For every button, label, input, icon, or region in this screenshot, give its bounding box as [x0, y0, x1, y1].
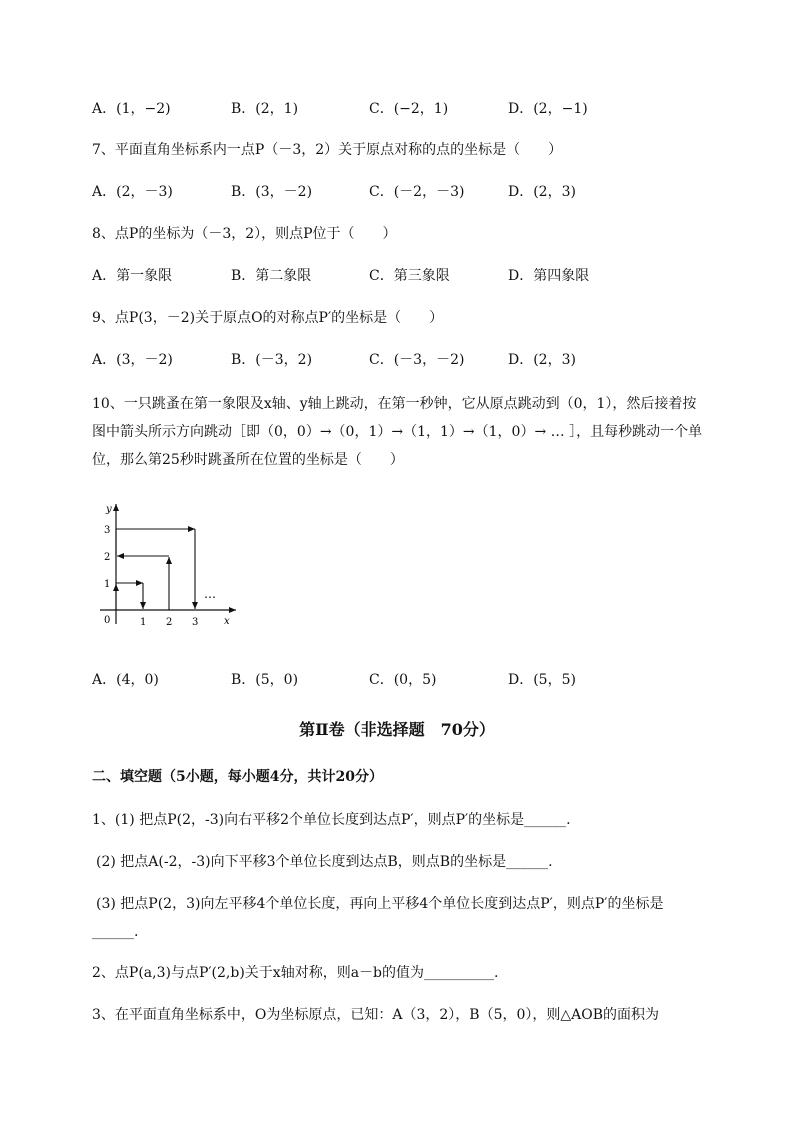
q10-stem-line-2: 图中箭头所示方向跳动［即（0，0）→（0，1）→（1，1）→（1，0）→ … ］，且每秒跳动一个单: [92, 424, 703, 440]
q9-option-b: B．(－3，2): [231, 352, 313, 368]
q10-stem-line-1: 10、一只跳蚤在第一象限及x轴、y轴上跳动，在第一秒钟，它从原点跳动到（0，1），然后接着按: [92, 396, 697, 412]
q9-option-a: A．(3，－2): [92, 352, 173, 368]
x-tick-2: 2: [166, 617, 173, 628]
q10-option-c: C．(0，5): [369, 672, 437, 688]
q10-option-a: A．(4，0): [92, 672, 159, 688]
q6-option-c: C．(−2，1): [369, 101, 449, 117]
q10-option-d: D．(5，5): [508, 672, 576, 688]
q9-stem: 9、点P(3，－2)关于原点O的对称点P′的坐标是（ ）: [92, 310, 444, 326]
fill-q2: 2、点P(a,3)与点P′(2,b)关于x轴对称，则a－b的值为__________.: [92, 965, 499, 981]
section-2-title: 第Ⅱ卷（非选择题 70分）: [299, 720, 495, 739]
x-tick-3: 3: [192, 617, 199, 628]
q8-option-c: C．第三象限: [369, 268, 450, 284]
q10-figure: [92, 498, 242, 632]
q9-option-d: D．(2，3): [508, 352, 576, 368]
q8-option-d: D．第四象限: [508, 268, 590, 284]
q8-stem: 8、点P的坐标为（－3，2），则点P位于（ ）: [92, 226, 397, 242]
y-tick-1: 1: [104, 579, 111, 590]
q10-stem: [92, 390, 732, 474]
q7-stem: 7、平面直角坐标系内一点P（－3，2）关于原点对称的点的坐标是（ ）: [92, 142, 563, 158]
x-tick-1: 1: [140, 617, 147, 628]
fill-q1-part1: 1、(1) 把点P(2，-3)向右平移2个单位长度到达点P′，则点P′的坐标是______.: [92, 812, 571, 828]
fill-q1-part3: (3) 把点P(2，3)向左平移4个单位长度，再向上平移4个单位长度到达点P′，则点P′的坐标是: [96, 896, 664, 912]
q7-option-d: D．(2，3): [508, 184, 576, 200]
q10-option-b: B．(5，0): [231, 672, 299, 688]
q6-option-d: D．(2，−1): [508, 101, 588, 117]
y-axis-label: y: [106, 504, 112, 515]
y-tick-2: 2: [104, 552, 111, 563]
x-axis-label: x: [224, 616, 230, 627]
q9-option-c: C．(－3，－2): [369, 352, 465, 368]
ellipsis-label: …: [204, 587, 216, 601]
q9-options: [92, 350, 712, 370]
origin-label: 0: [104, 615, 111, 626]
q7-option-b: B．(3，－2): [231, 184, 313, 200]
q8-option-b: B．第二象限: [231, 268, 312, 284]
q7-option-a: A．(2，－3): [92, 184, 173, 200]
q6-option-a: A．(1，−2): [92, 101, 171, 117]
q10-stem-line-3: 位，那么第25秒时跳蚤所在位置的坐标是（ ）: [92, 452, 404, 468]
q7-options: [92, 182, 712, 202]
fill-q1-part2: (2) 把点A(-2，-3)向下平移3个单位长度到达点B，则点B的坐标是______.: [96, 854, 553, 870]
q6-option-b: B．(2，1): [231, 101, 299, 117]
part-2-heading: 二、填空题（5小题，每小题4分，共计20分）: [92, 769, 383, 785]
fill-q1-part3-blank: ______.: [92, 924, 139, 940]
q8-option-a: A．第一象限: [92, 268, 173, 284]
y-tick-3: 3: [104, 525, 111, 536]
q8-options: [92, 266, 712, 286]
q7-option-c: C．(－2，－3): [369, 184, 465, 200]
fill-q3: 3、在平面直角坐标系中，O为坐标原点，已知：A（3，2），B（5，0），则△AOB的面积为: [92, 1007, 660, 1023]
q10-options: [92, 670, 712, 690]
q6-options: [92, 99, 712, 119]
